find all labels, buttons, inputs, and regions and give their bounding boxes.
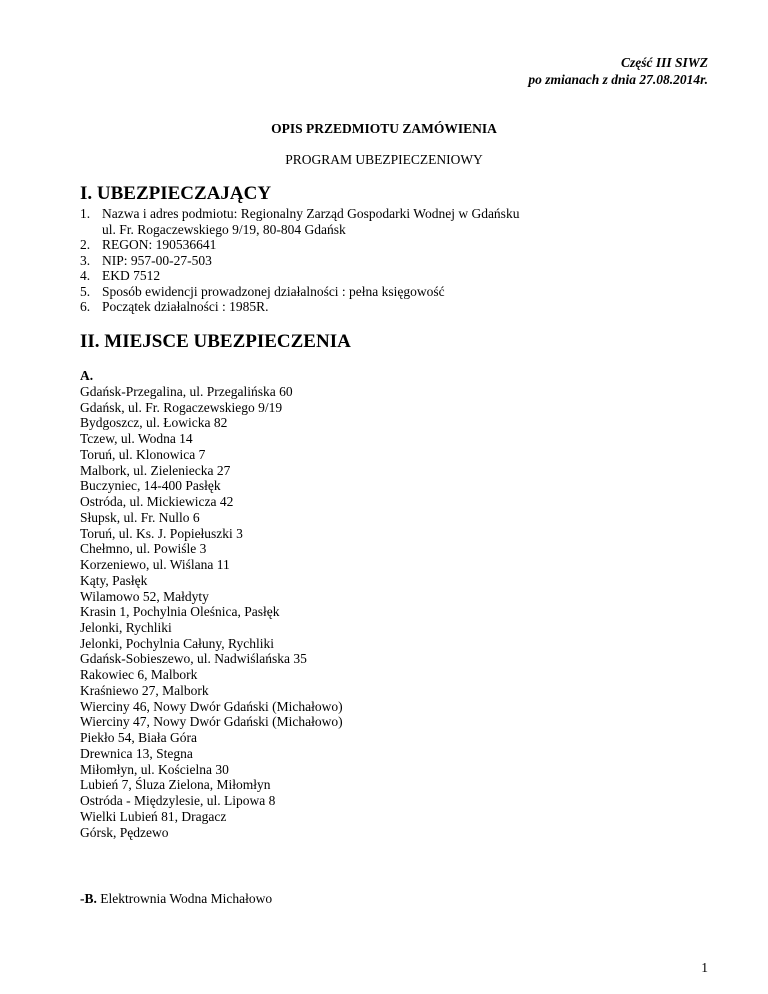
location-address: Słupsk, ul. Fr. Nullo 6: [80, 509, 200, 525]
item-text-line: NIP: 957-00-27-503: [102, 252, 212, 268]
insurer-detail-item: [80, 268, 700, 284]
item-text-line: ul. Fr. Rogaczewskiego 9/19, 80-804 Gdańsk: [102, 221, 346, 237]
insurer-detail-item: [80, 206, 700, 237]
document-header: [528, 54, 708, 88]
location-address: Korzeniewo, ul. Wiślana 11: [80, 557, 230, 573]
location-address: Toruń, ul. Klonowica 7: [80, 446, 206, 462]
location-address: Chełmno, ul. Powiśle 3: [80, 541, 207, 557]
header-amendment-date: po zmianach z dnia 27.08.2014r.: [528, 72, 708, 87]
item-text-line: EKD 7512: [102, 268, 161, 283]
insurer-detail-item: [80, 299, 700, 315]
location-address: Drewnica 13, Stegna: [80, 745, 193, 761]
item-text: [102, 237, 216, 253]
header-part: Część III SIWZ: [620, 55, 708, 70]
item-text: [102, 284, 445, 300]
item-number: 3.: [80, 252, 91, 268]
item-text: [102, 253, 212, 269]
location-address: Piekło 54, Biała Góra: [80, 730, 197, 746]
location-address: Jelonki, Rychliki: [80, 620, 172, 636]
location-address: Malbork, ul. Zieleniecka 27: [80, 462, 231, 478]
section-heading-insurance-location: II. MIEJSCE UBEZPIECZENIA: [80, 331, 351, 352]
location-address-list: [80, 384, 343, 840]
subsection-b-label: -B.: [80, 891, 97, 906]
location-address: Rakowiec 6, Malbork: [80, 667, 198, 683]
item-number: 6.: [80, 299, 91, 314]
item-text-line: Początek działalności : 1985R.: [102, 299, 269, 314]
item-number: 2.: [80, 237, 91, 252]
item-text-line: REGON: 190536641: [102, 237, 217, 252]
item-number: 1.: [80, 206, 91, 221]
location-address: Krasin 1, Pochylnia Oleśnica, Pasłęk: [80, 604, 280, 620]
page-number: 1: [701, 960, 708, 975]
item-text: [102, 206, 519, 237]
location-address: Kąty, Pasłęk: [80, 572, 148, 588]
insurer-detail-item: [80, 237, 700, 253]
insurer-details-list: [80, 206, 700, 315]
item-text: [102, 299, 268, 315]
location-address: Gdańsk-Sobieszewo, ul. Nadwiślańska 35: [80, 651, 307, 667]
location-address: Ostróda - Międzylesie, ul. Lipowa 8: [80, 793, 276, 809]
location-address: Górsk, Pędzewo: [80, 824, 169, 840]
location-address: Miłomłyn, ul. Kościelna 30: [80, 761, 229, 777]
location-address: Wierciny 46, Nowy Dwór Gdański (Michałowo): [80, 698, 343, 714]
document-subtitle: PROGRAM UBEZPIECZENIOWY: [285, 152, 483, 167]
location-address: Wilamowo 52, Małdyty: [80, 588, 209, 604]
insurer-detail-item: [80, 284, 700, 300]
location-address: Wielki Lubień 81, Dragacz: [80, 808, 227, 824]
subsection-b-text: Elektrownia Wodna Michałowo: [100, 891, 273, 906]
location-address: Bydgoszcz, ul. Łowicka 82: [80, 415, 228, 431]
insurer-detail-item: [80, 253, 700, 269]
location-address: Wierciny 47, Nowy Dwór Gdański (Michałowo): [80, 714, 343, 730]
location-address: Toruń, ul. Ks. J. Popiełuszki 3: [80, 525, 243, 541]
location-address: Jelonki, Pochylnia Całuny, Rychliki: [80, 635, 274, 651]
document-title: OPIS PRZEDMIOTU ZAMÓWIENIA: [271, 121, 497, 136]
location-address: Ostróda, ul. Mickiewicza 42: [80, 494, 234, 510]
item-number: 4.: [80, 268, 91, 283]
subsection-a-label: A.: [80, 368, 94, 383]
location-address: Tczew, ul. Wodna 14: [80, 431, 193, 447]
location-address: Buczyniec, 14-400 Pasłęk: [80, 478, 221, 494]
item-text-line: Nazwa i adres podmiotu: Regionalny Zarząd Gospodarki Wodnej w Gdańsku: [102, 206, 520, 221]
section-heading-insurer: I. UBEZPIECZAJĄCY: [80, 183, 272, 204]
item-number: 5.: [80, 283, 91, 299]
location-address: Gdańsk-Przegalina, ul. Przegalińska 60: [80, 384, 293, 399]
location-address: Gdańsk, ul. Fr. Rogaczewskiego 9/19: [80, 399, 283, 415]
item-text: [102, 268, 160, 284]
subsection-b: [80, 891, 272, 907]
location-address: Kraśniewo 27, Malbork: [80, 682, 209, 698]
location-address: Lubień 7, Śluza Zielona, Miłomłyn: [80, 777, 271, 793]
item-text-line: Sposób ewidencji prowadzonej działalności : pełna księgowość: [102, 283, 445, 299]
